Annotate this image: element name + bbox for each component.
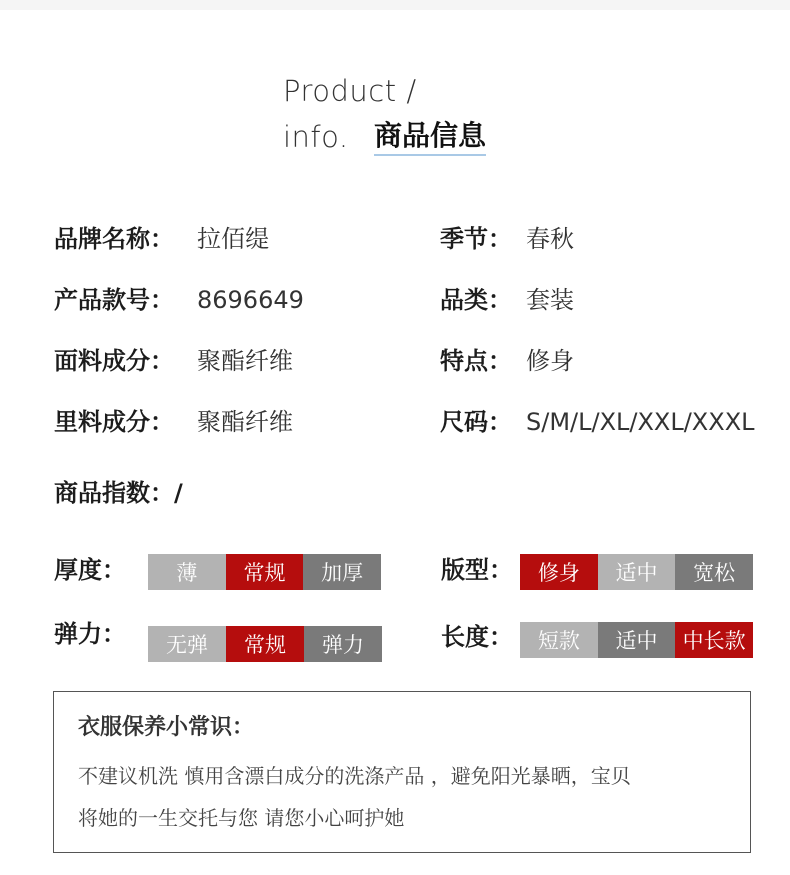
length-option-midlong: 中长款 bbox=[675, 622, 753, 658]
spec-category bbox=[440, 283, 574, 317]
length-option-moderate: 适中 bbox=[598, 622, 676, 658]
product-index-label: 商品指数： bbox=[54, 479, 174, 507]
thickness-scale bbox=[148, 554, 381, 590]
spec-size bbox=[440, 405, 755, 439]
care-tips-line-1: 不建议机洗 慎用含漂白成分的洗涤产品 ，避免阳光暴晒，宝贝 bbox=[78, 764, 631, 788]
spec-season-label: 季节： bbox=[440, 225, 512, 253]
length-scale bbox=[520, 622, 753, 658]
spec-category-label: 品类： bbox=[440, 286, 512, 314]
elasticity-label: 弹力： bbox=[54, 620, 126, 648]
elasticity-option-stretch: 弹力 bbox=[304, 626, 382, 662]
top-divider-bar bbox=[0, 0, 790, 10]
spec-fabric-label: 面料成分： bbox=[54, 347, 174, 375]
fit-option-loose: 宽松 bbox=[675, 554, 753, 590]
spec-lining-label: 里料成分： bbox=[54, 408, 174, 436]
spec-fabric bbox=[54, 344, 293, 378]
spec-season bbox=[440, 222, 574, 256]
spec-fabric-value: 聚酯纤维 bbox=[197, 347, 293, 375]
spec-feature bbox=[440, 344, 574, 378]
fit-label: 版型： bbox=[441, 556, 513, 584]
care-tips-box bbox=[53, 691, 751, 853]
spec-size-label: 尺码： bbox=[440, 408, 512, 436]
care-tips-line-2: 将她的一生交托与您 请您小心呵护她 bbox=[78, 806, 405, 830]
spec-size-value: S/M/L/XL/XXL/XXXL bbox=[526, 408, 755, 436]
spec-model-value: 8696649 bbox=[197, 286, 304, 314]
thickness-option-regular: 常规 bbox=[226, 554, 304, 590]
spec-model-label: 产品款号： bbox=[54, 286, 174, 314]
product-index-value: / bbox=[174, 479, 183, 507]
fit-scale bbox=[520, 554, 753, 590]
spec-brand bbox=[54, 222, 269, 256]
thickness-label: 厚度： bbox=[54, 556, 126, 584]
fit-option-slim: 修身 bbox=[520, 554, 598, 590]
spec-season-value: 春秋 bbox=[526, 225, 574, 253]
spec-lining-value: 聚酯纤维 bbox=[197, 408, 293, 436]
header-english-line-2: info. bbox=[283, 120, 349, 154]
spec-brand-label: 品牌名称： bbox=[54, 225, 174, 253]
elasticity-option-regular: 常规 bbox=[226, 626, 304, 662]
product-index bbox=[54, 476, 183, 510]
header-chinese-title: 商品信息 bbox=[374, 118, 486, 156]
thickness-option-thick: 加厚 bbox=[303, 554, 381, 590]
spec-model bbox=[54, 283, 304, 317]
care-tips-title: 衣服保养小常识： bbox=[78, 715, 255, 740]
thickness-option-thin: 薄 bbox=[148, 554, 226, 590]
spec-feature-label: 特点： bbox=[440, 347, 512, 375]
length-option-short: 短款 bbox=[520, 622, 598, 658]
spec-feature-value: 修身 bbox=[526, 347, 574, 375]
elasticity-option-none: 无弹 bbox=[148, 626, 226, 662]
header-english-line-1: Product / bbox=[283, 74, 417, 108]
spec-lining bbox=[54, 405, 293, 439]
fit-option-moderate: 适中 bbox=[598, 554, 676, 590]
spec-brand-value: 拉佰缇 bbox=[197, 225, 269, 253]
length-label: 长度： bbox=[441, 623, 513, 651]
elasticity-scale bbox=[148, 626, 382, 662]
spec-category-value: 套装 bbox=[526, 286, 574, 314]
